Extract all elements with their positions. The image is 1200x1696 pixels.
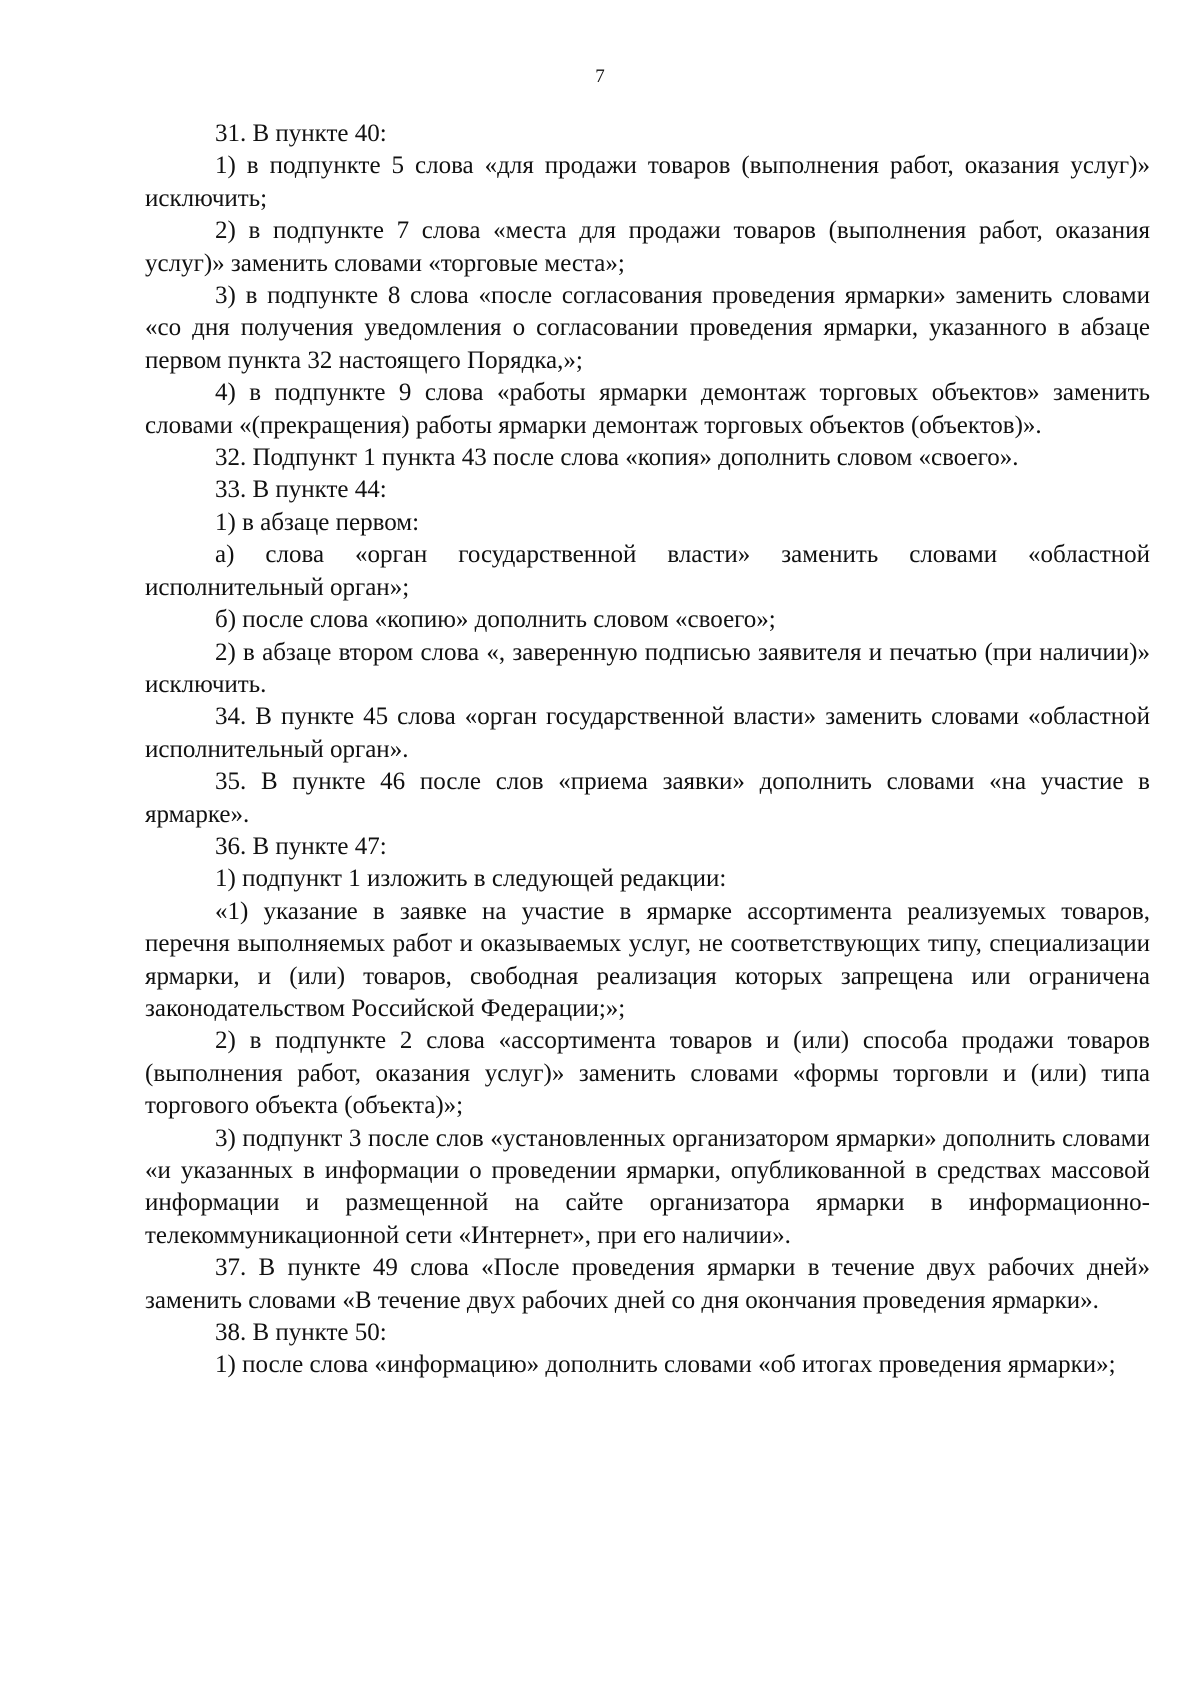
paragraph-subitem: 3) в подпункте 8 слова «после согласования проведения ярмарки» заменить словами «со дня получения уведомления о согласовании проведения ярмарки, указанного в абзаце первом пункта 32 настоящего Порядка,»; — [145, 282, 1150, 374]
paragraph-subitem: 2) в абзаце втором слова «, заверенную подписью заявителя и печатью (при наличии)» исключить. — [145, 638, 1150, 698]
paragraph-item-31: 31. В пункте 40: — [215, 120, 387, 147]
paragraph-subitem: 1) подпункт 1 изложить в следующей редакции: — [215, 865, 727, 893]
paragraph-item-34: 34. В пункте 45 слова «орган государственной власти» заменить словами «областной исполнительный орган». — [145, 703, 1150, 763]
paragraph-item-37: 37. В пункте 49 слова «После проведения ярмарки в течение двух рабочих дней» заменить словами «В течение двух рабочих дней со дня окончания проведения ярмарки». — [145, 1254, 1150, 1314]
document-body — [145, 118, 1150, 1382]
paragraph-subitem: 2) в подпункте 7 слова «места для продажи товаров (выполнения работ, оказания услуг)» заменить словами «торговые места»; — [145, 217, 1150, 277]
paragraph-subitem: 3) подпункт 3 после слов «установленных организатором ярмарки» дополнить словами «и указанных в информации о проведении ярмарки, опубликованной в средствах массовой информации и размещенной на сайте организатора ярмарки в информационно-телекоммуникационной сети «Интернет», при его наличии». — [145, 1124, 1150, 1249]
paragraph-subitem: 2) в подпункте 2 слова «ассортимента товаров и (или) способа продажи товаров (выполнения работ, оказания услуг)» заменить словами «формы торговли и (или) типа торгового объекта (объекта)»; — [145, 1027, 1150, 1120]
paragraph-subitem: а) слова «орган государственной власти» заменить словами «областной исполнительный орган»; — [145, 541, 1150, 601]
paragraph-item-32: 32. Подпункт 1 пункта 43 после слова «копия» дополнить словом «своего». — [215, 444, 1019, 472]
paragraph-subitem: 1) в абзаце первом: — [215, 508, 420, 536]
paragraph-subitem: б) после слова «копию» дополнить словом «своего»; — [215, 606, 776, 634]
paragraph-quoted-text: «1) указание в заявке на участие в ярмарке ассортимента реализуемых товаров, перечня выполняемых работ и оказываемых услуг, не соответствующих типу, специализации ярмарки, и (или) товаров, свободная реализация которых запрещена или ограничена законодательством Российской Федерации;»; — [145, 897, 1150, 1022]
paragraph-item-33: 33. В пункте 44: — [215, 476, 387, 504]
paragraph-item-35: 35. В пункте 46 после слов «приема заявки» дополнить словами «на участие в ярмарке». — [145, 768, 1150, 828]
page-number: 7 — [595, 66, 605, 87]
paragraph-subitem: 1) в подпункте 5 слова «для продажи товаров (выполнения работ, оказания услуг)» исключить; — [145, 152, 1150, 212]
paragraph-subitem: 4) в подпункте 9 слова «работы ярмарки демонтаж торговых объектов» заменить словами «(прекращения) работы ярмарки демонтаж торговых объектов (объектов)». — [145, 379, 1150, 439]
paragraph-subitem: 1) после слова «информацию» дополнить словами «об итогах проведения ярмарки»; — [215, 1351, 1116, 1379]
paragraph-item-36: 36. В пункте 47: — [215, 832, 387, 860]
paragraph-item-38: 38. В пункте 50: — [215, 1319, 387, 1347]
